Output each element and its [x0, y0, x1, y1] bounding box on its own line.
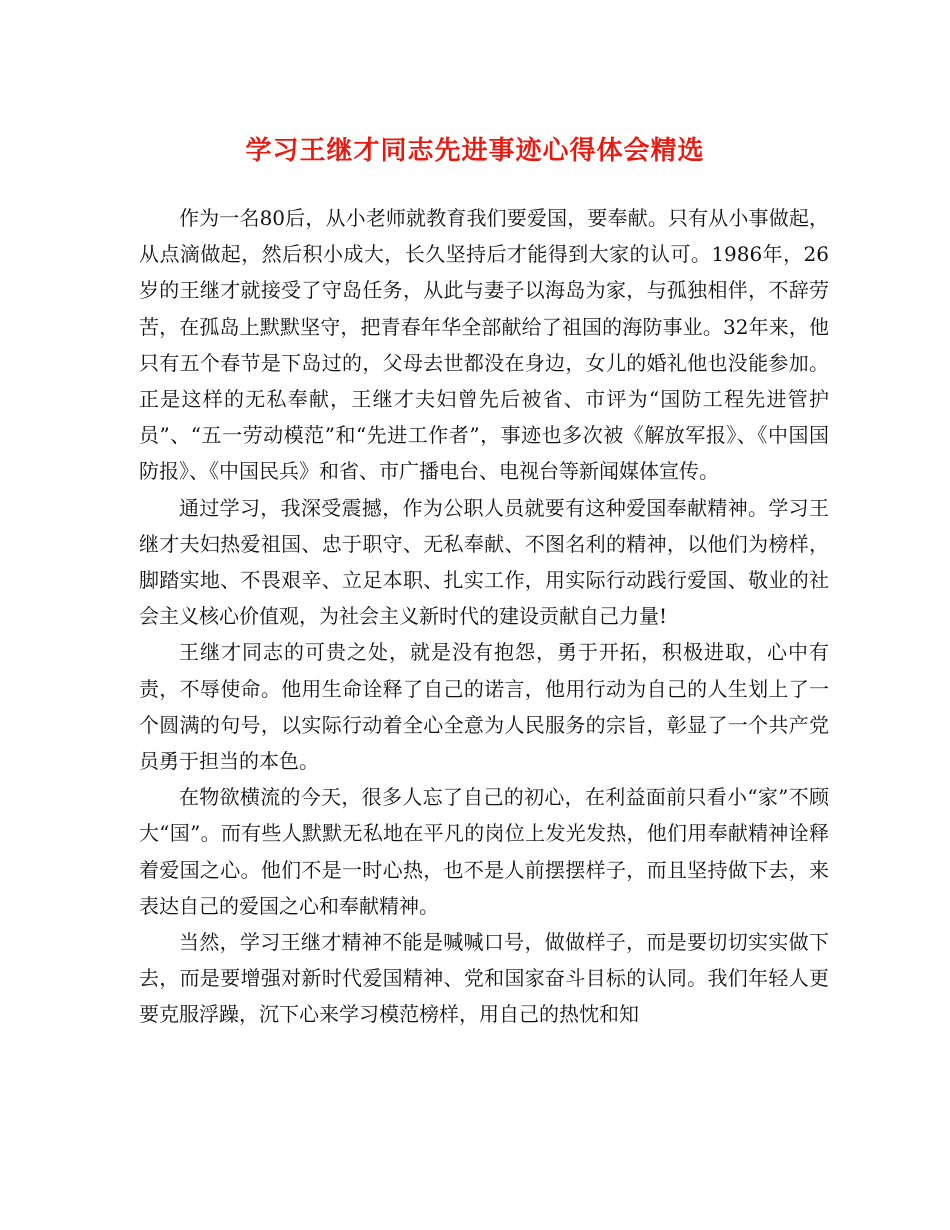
paragraph-3: 王继才同志的可贵之处，就是没有抱怨，勇于开拓，积极进取，心中有责，不辱使命。他用生命诠释了自己的诺言，他用行动为自己的人生划上了一个圆满的句号，以实际行动着全心全意为人民服务的宗旨，彰显了一个共产党员勇于担当的本色。 — [139, 640, 829, 774]
paragraph-2: 通过学习，我深受震撼，作为公职人员就要有这种爱国奉献精神。学习王继才夫妇热爱祖国、忠于职守、无私奉献、不图名利的精神，以他们为榜样，脚踏实地、不畏艰辛、立足本职、扎实工作，用实际行动践行爱国、敬业的社会主义核心价值观，为社会主义新时代的建设贡献自己力量! — [139, 495, 829, 629]
paragraph-4: 在物欲横流的今天，很多人忘了自己的初心，在利益面前只看小“家”不顾大“国”。而有些人默默无私地在平凡的岗位上发光发热，他们用奉献精神诠释着爱国之心。他们不是一时心热，也不是人前摆摆样子，而且坚持做下去，来表达自己的爱国之心和奉献精神。 — [139, 785, 829, 918]
paragraph-5: 当然，学习王继才精神不能是喊喊口号，做做样子，而是要切切实实做下去，而是要增强对新时代爱国精神、党和国家奋斗目标的认同。我们年轻人更要克服浮躁，沉下心来学习模范榜样，用自己的热忱和知 — [139, 930, 829, 1027]
document-title: 学习王继才同志先进事迹心得体会精选 — [245, 136, 705, 166]
paragraph-1: 作为一名80后，从小老师就教育我们要爱国，要奉献。只有从小事做起，从点滴做起，然后积小成大，长久坚持后才能得到大家的认可。1986年，26岁的王继才就接受了守岛任务，从此与妻子以海岛为家，与孤独相伴，不辞劳苦，在孤岛上默默坚守，把青春年华全部献给了祖国的海防事业。32年来，他只有五个春节是下岛过的，父母去世都没在身边，女儿的婚礼他也没能参加。正是这样的无私奉献，王继才夫妇曾先后被省、市评为“国防工程先进管护员”、“五一劳动模范”和“先进工作者”，事迹也多次被《解放军报》、《中国国防报》、《中国民兵》和省、市广播电台、电视台等新闻媒体宣传。 — [139, 206, 829, 484]
document-body — [139, 200, 829, 1033]
